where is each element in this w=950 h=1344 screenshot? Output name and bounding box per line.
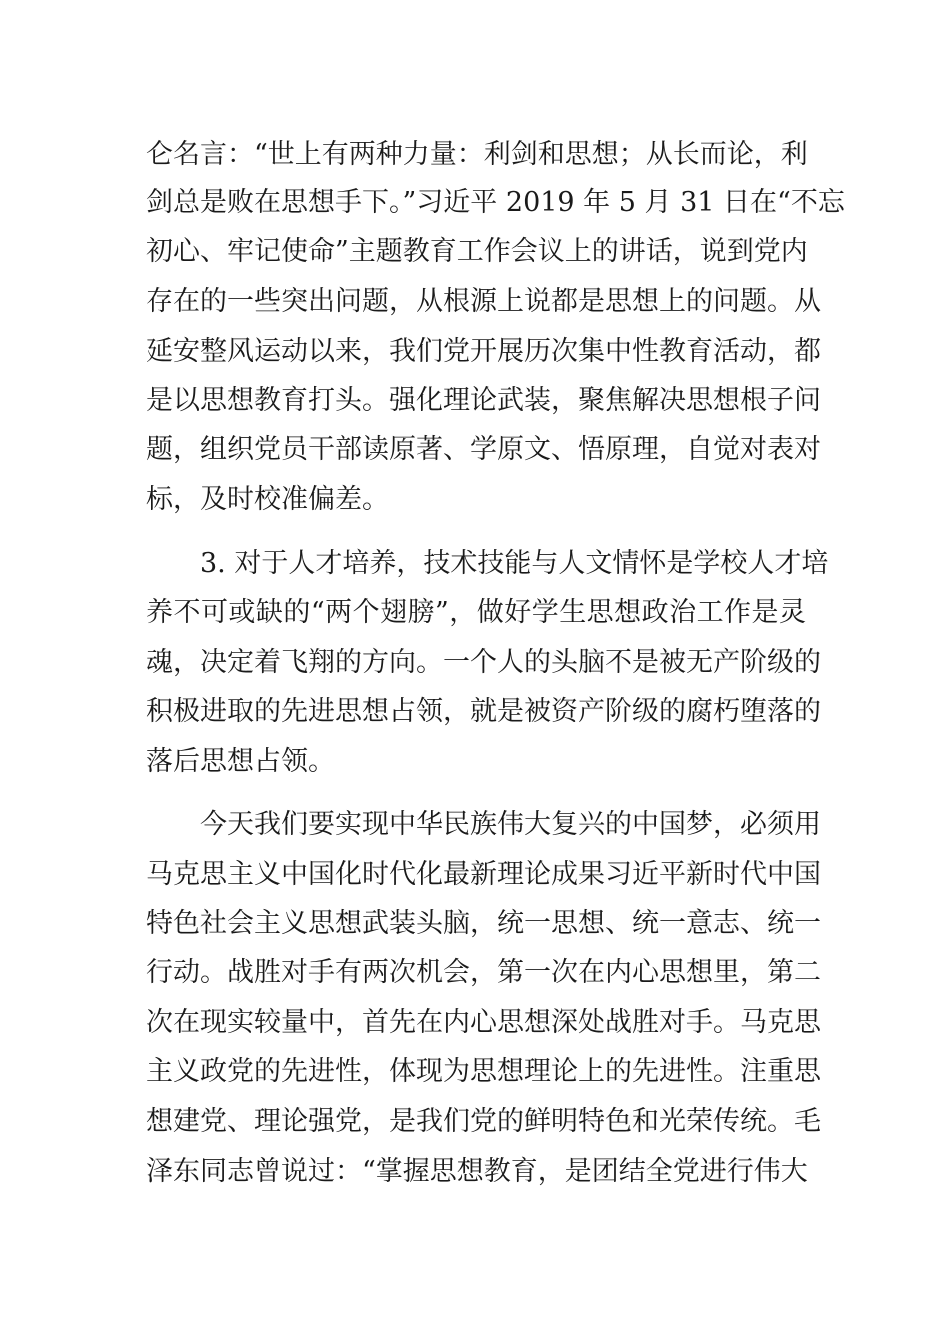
text-line: 今天我们要实现中华民族伟大复兴的中国梦，必须用	[200, 809, 821, 840]
text-line: 落后思想占领。	[146, 746, 335, 777]
text-line: 养不可或缺的“两个翅膀”，做好学生思想政治工作是灵	[146, 597, 806, 628]
text-line: 魂，决定着飞翔的方向。一个人的头脑不是被无产阶级的	[146, 647, 821, 678]
text-line: 马克思主义中国化时代化最新理论成果习近平新时代中国	[146, 859, 821, 890]
text-line: 仑名言：“世上有两种力量：利剑和思想；从长而论，利	[146, 139, 808, 170]
text-line: 题，组织党员干部读原著、学原文、悟原理，自觉对表对	[146, 434, 821, 465]
text-line: 初心、牢记使命”主题教育工作会议上的讲话，说到党内	[146, 236, 808, 267]
text-line: 标，及时校准偏差。	[146, 484, 389, 515]
text-line: 特色社会主义思想武装头脑，统一思想、统一意志、统一	[146, 908, 821, 939]
text-line: 存在的一些突出问题，从根源上说都是思想上的问题。从	[146, 286, 821, 317]
text-line: 次在现实较量中，首先在内心思想深处战胜对手。马克思	[146, 1007, 821, 1038]
text-line: 主义政党的先进性，体现为思想理论上的先进性。注重思	[146, 1056, 821, 1087]
text-line: 行动。战胜对手有两次机会，第一次在内心思想里，第二	[146, 957, 821, 988]
text-line: 延安整风运动以来，我们党开展历次集中性教育活动，都	[146, 336, 821, 367]
text-line: 剑总是败在思想手下。”习近平 2019 年 5 月 31 日在“不忘	[146, 187, 845, 218]
text-line: 积极进取的先进思想占领，就是被资产阶级的腐朽堕落的	[146, 696, 821, 727]
text-line: 是以思想教育打头。强化理论武装，聚焦解决思想根子问	[146, 385, 821, 416]
text-line: 想建党、理论强党，是我们党的鲜明特色和光荣传统。毛	[146, 1106, 821, 1137]
text-line: 泽东同志曾说过：“掌握思想教育，是团结全党进行伟大	[146, 1156, 808, 1187]
text-line: 3. 对于人才培养，技术技能与人文情怀是学校人才培	[200, 548, 829, 579]
